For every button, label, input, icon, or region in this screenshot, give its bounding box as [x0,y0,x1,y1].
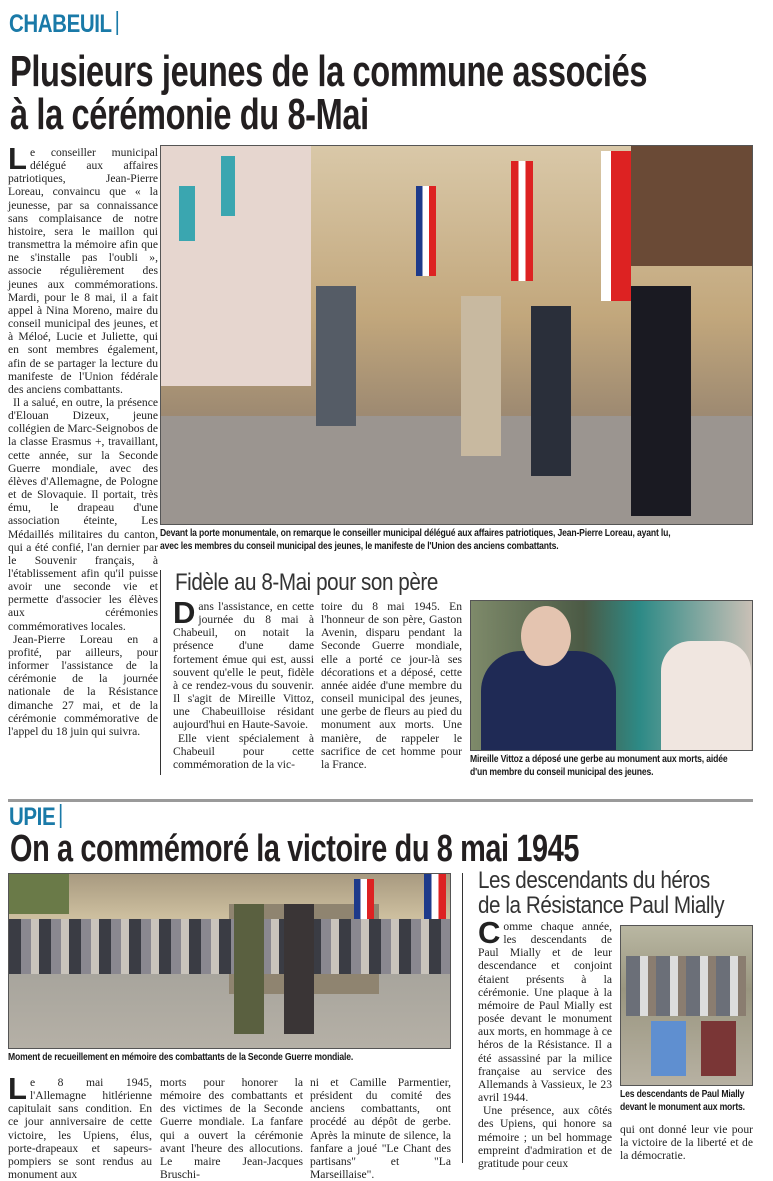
photo-caption: Moment de recueillement en mémoire des combattants de la Seconde Guerre mondiale. [8,1051,354,1063]
crowd [9,919,451,974]
headline-2: On a commémoré la victoire du 8 mai 1945 [10,828,580,870]
section-name: UPIE [9,803,56,831]
section-bar [60,804,62,828]
photo-ceremony-porte [160,145,753,525]
paragraph: toire du 8 mai 1945. En l'honneur de son père, Gaston Avenin, disparu pendant la Seconde Guerre mondiale, elle a porté ce jour-là ses décorations et a déposé, cette année aidée d'une membre du conseil municipal des jeunes, une gerbe de fleurs au pied du monument aux morts. Une manière, de rappeler le sacrifice de cet homme pour la France. [321,600,462,771]
portcullis [631,146,753,266]
trees [9,874,69,914]
photo-mireille-vittoz [470,600,753,751]
article1-body [8,141,158,738]
headline-1 [10,47,648,139]
person [531,306,571,476]
paragraph: omme chaque année, les descendants de Paul Mially et de leur descendance et conjoint étaient présents à la cérémonie. Une plaque à la mémoire de Paul Mially est posée devant le monument aux morts, en hommage à ce héros de la Résistance. Il a été assassiné par la milice française au service des Allemands à Vassieux, le 23 avril 1944. [478,920,612,1105]
drop-cap: L [8,141,27,176]
article4-col2 [620,1123,753,1162]
section-name: CHABEUIL [9,10,112,38]
paragraph: Elle vient spécialement à Chabeuil pour cette commémoration de la vic- [173,731,314,771]
headline-line: Plusieurs jeunes de la commune associés [10,47,648,96]
person [461,296,501,456]
caption-line: devant le monument aux morts. [620,1100,745,1113]
shutter [179,186,195,241]
section-divider [8,799,753,802]
article2-col2 [321,600,462,771]
column-divider [462,873,463,1163]
drop-cap: D [173,595,196,630]
article3-col2 [160,1076,303,1181]
person [316,286,356,426]
article3-col1 [8,1071,152,1181]
subheadline-line: Les descendants du héros [478,867,710,894]
paragraph: ni et Camille Parmentier, président du comité des anciens combattants, ont procédé au dépôt de gerbe. Après la minute de silence, la fanfare a joué "Le Chant des partisans" et "La Marseillaise". [310,1076,451,1181]
paragraph: Il a salué, en outre, la présence d'Elouan Dizeux, jeune collégien de Marc-Seignobos de la classe Erasmus +, travaillant, cette année, sur la Seconde Guerre mondiale, avec des élèves d'Allemagne, de Pologne et de Slovaquie. Il portait, très ému, le drapeau d'une association éteinte, Les Médaillés militaires du canton, qui a été confié, l'an dernier par le Souvenir français, à l'établissement afin qu'il puisse avoir une seconde vie et permette d'associer les élèves aux cérémonies commémoratives locales. [8,395,158,633]
photo-caption [620,1088,745,1113]
caption-line: d'un membre du conseil municipal des jeunes. [470,765,654,778]
mayor [234,904,264,1034]
photo-caption [470,753,727,778]
flag [601,151,631,301]
drop-cap: L [8,1071,27,1106]
caption-line: Les descendants de Paul Mially [620,1088,745,1100]
person [661,641,751,751]
subheadline-descendants [478,868,724,918]
paragraph: morts pour honorer la mémoire des combattants et des victimes de la Seconde Guerre mondiale. La fanfare qui a ouvert la cérémonie avant l'heure des allocutions. Le maire Jean-Jacques Bruschi- [160,1076,303,1181]
face [521,606,571,666]
paragraph: qui ont donné leur vie pour la victoire de la liberté et de la démocratie. [620,1123,753,1163]
caption-line: Devant la porte monumentale, on remarque le conseiller municipal délégué aux affaires patriotiques, Jean-Pierre Loreau, ayant lu, [160,527,671,539]
flag [416,186,436,276]
person [651,1021,686,1076]
paragraph: Une présence, aux côtés des Upiens, qui honore sa mémoire ; un bel hommage empreint d'admiration et de gratitude pour ceux [478,1104,612,1170]
paragraph: e conseiller municipal délégué aux affaires patriotiques, Jean-Pierre Loreau, convaincu que « la jeunesse, par sa connaissance sans complaisance de notre histoire, sera le maillon qui transmettra la mémoire afin que ne s'installe pas l'oubli », associe régulièrement des jeunes aux commémorations. Mardi, pour le 8 mai, il a fait appel à Nina Moreno, maire du conseil municipal des jeunes, et à Méloé, Lucie et Juliette, qui en sont membres également, afin de se partager la lecture du manifeste de l'Union fédérale des anciens combattants. [8,146,158,396]
section-label-chabeuil [9,10,118,39]
headline-line: à la cérémonie du 8-Mai [10,90,369,139]
subheadline-line: de la Résistance Paul Mially [478,892,725,919]
article3-col3 [310,1076,451,1181]
section-bar [117,11,119,35]
building-facade [161,146,311,386]
photo-caption [160,527,670,552]
person [701,1021,736,1076]
drop-cap: C [478,915,501,950]
caption-line: Mireille Vittoz a déposé une gerbe au monument aux morts, aidée [470,753,728,765]
subheadline-fidele: Fidèle au 8-Mai pour son père [175,569,438,596]
caption-line: avec les membres du conseil municipal des jeunes, le manifeste de l'Union des anciens combattants. [160,539,559,552]
paragraph: Jean-Pierre Loreau en a profité, par ailleurs, pour informer l'assistance de la cérémonie de la journée nationale de la Résistance dimanche 27 mai, et de la cérémonie commémorative de l'appel du 18 juin qui suivra. [8,632,158,738]
paragraph: e 8 mai 1945, l'Allemagne hitlérienne capitulait sans condition. En ce jour anniversaire de cette victoire, les Upiens, élus, porte-drapeaux et sapeurs-pompiers se sont rendus au monument aux [8,1076,152,1181]
photo-mially-descendants [620,925,753,1086]
article2-col1 [173,595,314,771]
article4-col1 [478,915,612,1170]
paragraph: ans l'assistance, en cette journée du 8 mai à Chabeuil, on notait la présence d'une dame fortement émue qui est, aussi souvent qu'elle le peut, fidèle à ce rendez-vous du souvenir. Il s'agit de Mireille Vittoz, une Chabeuilloise résidant aujourd'hui en Haute-Savoie. [173,600,314,732]
firefighter [631,286,691,516]
shutter [221,156,235,216]
box-border [160,570,161,775]
person [481,651,616,751]
flag [511,161,533,281]
group [626,956,746,1016]
photo-upie-ceremony [8,873,451,1049]
person [284,904,314,1034]
